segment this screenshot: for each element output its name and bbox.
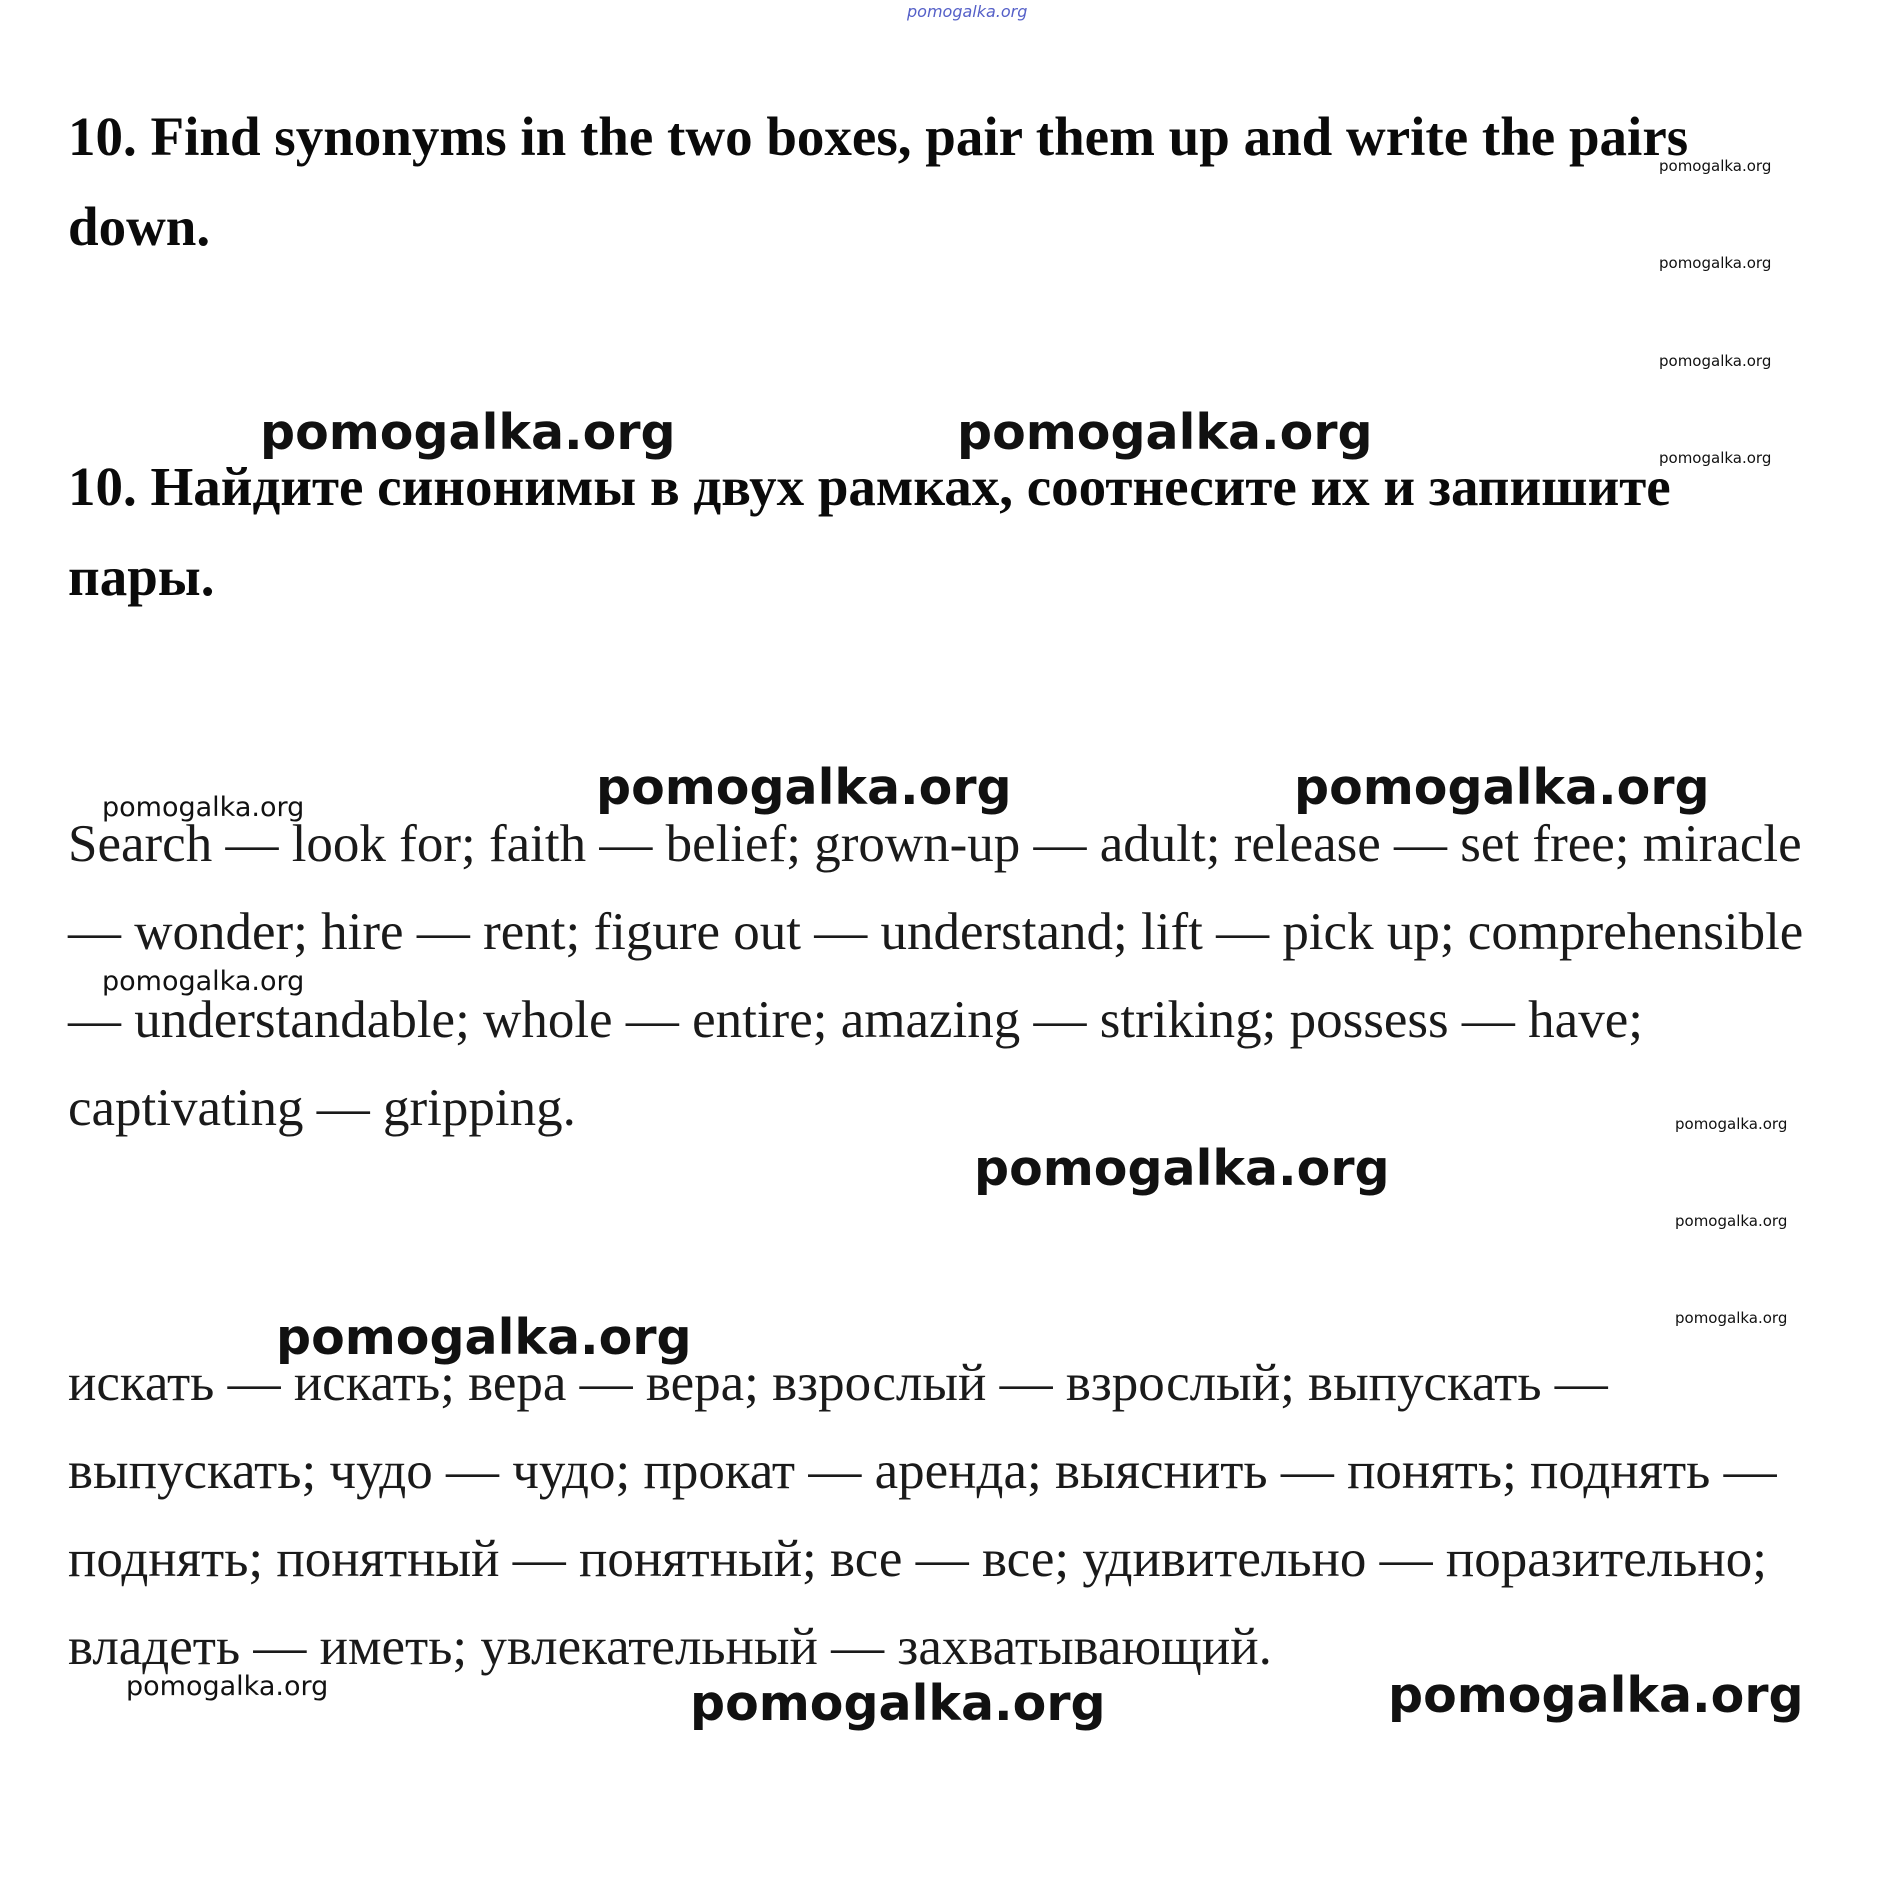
exercise-heading-english: 10. Find synonyms in the two boxes, pair them up and write the pairs down.	[68, 106, 1689, 257]
watermark: pomogalka.org	[260, 404, 676, 461]
watermark: pomogalka.org	[102, 966, 305, 997]
watermark: pomogalka.org	[276, 1309, 692, 1366]
answer-russian: искать — искать; вера — вера; взрослый — взрослый; выпускать — выпускать; чудо — чудо; прокат — аренда; выяснить — понять; поднять — поднять; понятный — понятный; все — все; удивительно — поразительно; владеть — иметь; увлекательный — захватывающий.	[68, 1354, 1777, 1676]
watermark: pomogalka.org	[1659, 449, 1772, 467]
watermark: pomogalka.org	[1675, 1212, 1788, 1230]
watermark: pomogalka.org	[1659, 352, 1772, 370]
watermark: pomogalka.org	[690, 1675, 1106, 1732]
watermark: pomogalka.org	[1388, 1667, 1804, 1724]
watermark: pomogalka.org	[1659, 254, 1772, 272]
watermark: pomogalka.org	[1675, 1309, 1788, 1327]
top-watermark: pomogalka.org	[907, 2, 1028, 21]
exercise-heading-russian: 10. Найдите синонимы в двух рамках, соотнесите их и запишите пары.	[68, 456, 1671, 607]
watermark: pomogalka.org	[126, 1671, 329, 1702]
watermark: pomogalka.org	[1675, 1115, 1788, 1133]
watermark: pomogalka.org	[1294, 759, 1710, 816]
watermark: pomogalka.org	[102, 792, 305, 823]
watermark: pomogalka.org	[957, 404, 1373, 461]
watermark: pomogalka.org	[596, 759, 1012, 816]
watermark: pomogalka.org	[1659, 157, 1772, 175]
answer-english: Search — look for; faith — belief; grown-up — adult; release — set free; miracle — wonder; hire — rent; figure out — understand; lift — pick up; comprehensible — understandable; whole — entire; amazing — striking; possess — have; captivating — gripping.	[68, 815, 1804, 1137]
watermark: pomogalka.org	[974, 1140, 1390, 1197]
